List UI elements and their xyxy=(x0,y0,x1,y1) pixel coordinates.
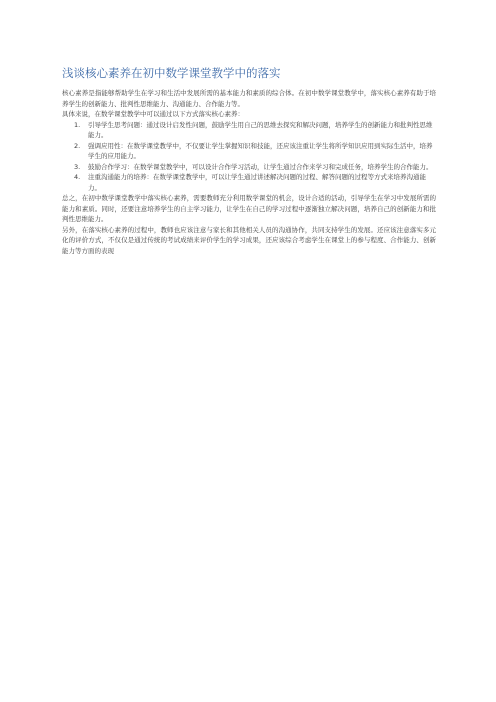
closing-paragraph: 另外，在落实核心素养的过程中，教师也应该注意与家长和其他相关人员的沟通协作，共同支持学生的发展。还应该注意落实多元化的评价方式，不仅仅是通过传统的考试成绩来评价学生的学习成果，还应该综合考虑学生在课堂上的参与程度、合作能力、创新能力等方面的表现 xyxy=(62,225,436,255)
measures-list xyxy=(62,120,436,194)
document-page xyxy=(62,66,436,256)
lead-paragraph: 具体来说，在数学课堂教学中可以通过以下方式落实核心素养： xyxy=(62,110,244,118)
intro-paragraph: 核心素养是指能够帮助学生在学习和生活中发展所需的基本能力和素质的综合体。在初中数学课堂教学中，落实核心素养有助于培养学生的创新能力、批判性思维能力、沟通能力、合作能力等。 xyxy=(62,89,436,108)
summary-paragraph: 总之，在初中数学课堂教学中落实核心素养，需要教师充分利用数学课堂的机会，设计合适的活动，引导学生在学习中发展所需的能力和素质。同时，还要注意培养学生的自主学习能力，让学生在自己的学习过程中逐渐独立解决问题，培养自己的创新能力和批判性思维能力。 xyxy=(62,194,436,223)
list-item-text: 引导学生思考问题：通过设计启发性问题，鼓励学生用自己的思维去探究和解决问题，培养学生的创新能力和批判性思维能力。 xyxy=(88,120,433,139)
list-item-number: 3. xyxy=(74,162,81,171)
document-title: 浅谈核心素养在初中数学课堂教学中的落实 xyxy=(62,66,281,80)
list-item-number: 4. xyxy=(74,173,81,181)
list-item xyxy=(62,162,436,173)
list-item xyxy=(62,120,436,141)
list-item xyxy=(62,172,436,193)
list-item-text: 强调应用性：在数学课堂教学中，不仅要让学生掌握知识和技能，还应该注重让学生将所学知识应用到实际生活中，培养学生的应用能力。 xyxy=(88,141,433,160)
list-item xyxy=(62,141,436,162)
list-item-text: 注重沟通能力的培养：在数学课堂教学中，可以让学生通过讲述解决问题的过程、解答问题的过程等方式来培养沟通能力。 xyxy=(88,173,426,192)
list-item-number: 1. xyxy=(74,120,81,129)
list-item-number: 2. xyxy=(74,141,81,150)
list-item-text: 鼓励合作学习：在数学课堂教学中，可以设计合作学习活动，让学生通过合作来学习和完成任务，培养学生的合作能力。 xyxy=(88,162,433,171)
